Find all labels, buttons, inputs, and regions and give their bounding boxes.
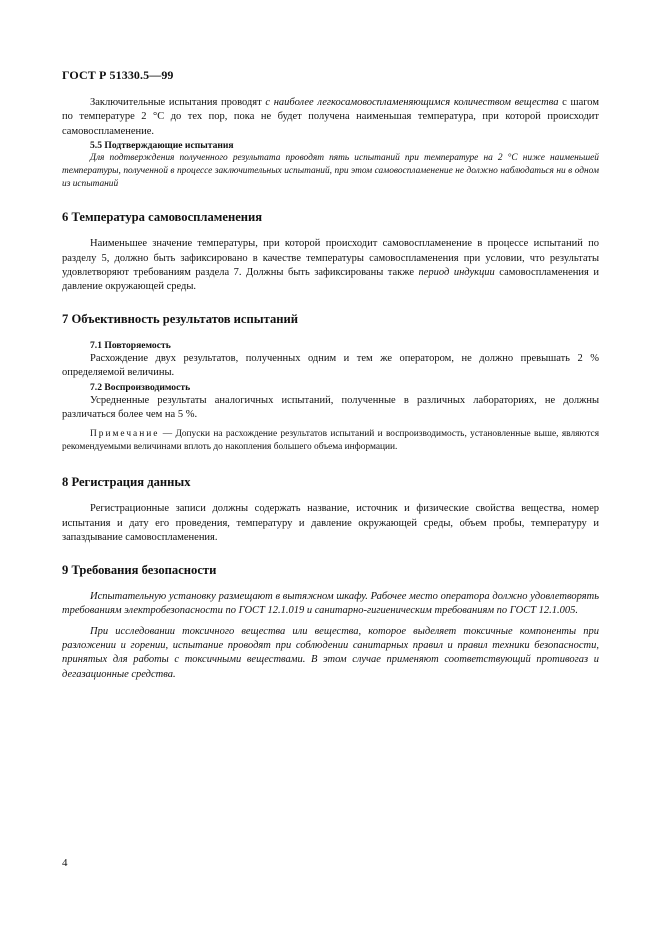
section-7-2-text: Усредненные результаты аналогичных испытаний, полученные в различных лабораториях, не должны различаться более чем на 5 %.	[62, 394, 599, 421]
section-7-title: 7 Объективность результатов испытаний	[62, 311, 299, 326]
section-6-text-a: Наименьшее значение температуры, при которой происходит самовоспламенение в процессе испытаний по разделу 5, должно быть зафиксировано в качестве температуры самовоспламенения при условии, что результаты удовлетворяют требованиям раздела 7. Должны быть зафиксированы также	[62, 238, 599, 279]
section-8-title: 8 Регистрация данных	[62, 475, 191, 490]
section-6-text	[62, 237, 599, 295]
section-9-paragraph-1: Испытательную установку размещают в вытяжном шкафу. Рабочее место оператора должно удовлетворять требованиям электробезопасности по ГОСТ 12.1.019 и санитарно-гигиеническим требованиям по ГОСТ 12.1.005.	[62, 590, 599, 617]
section-6-text-b: период индукции	[418, 267, 495, 279]
document-body	[62, 96, 599, 682]
section-6-text-c: самовоспламенения и давление окружающей среды.	[62, 267, 599, 293]
page-number: 4	[62, 857, 68, 869]
section-8-text: Регистрационные записи должны содержать название, источник и физические свойства вещества, номер испытания и дату его проведения, температуру и давление окружающей среды, объем пробы, температуру и запаздывание самовоспламенения.	[62, 503, 599, 544]
section-6-title: 6 Температура самовоспламенения	[62, 210, 263, 225]
document-code-header: ГОСТ Р 51330.5—99	[62, 68, 174, 82]
section-5-5-title: 5.5 Подтверждающие испытания	[90, 140, 234, 152]
section-7-1-text: Расхождение двух результатов, полученных одним и тем же оператором, не должно превышать 2 % определяемой величины.	[62, 352, 599, 379]
final-tests-text-a: Заключительные испытания проводят	[90, 97, 266, 108]
section-5-5-text: Для подтверждения полученного результата проводят пять испытаний при температуре на 2 °С ниже наименьшей температуры, полученной в процессе заключительных испытаний, при этом самовоспламенение не должно наблюдаться ни в одном из испытаний	[62, 153, 599, 190]
note-text: — Допуски на расхождение результатов испытаний и воспроизводимость, установленные выше, являются рекомендуемыми величинами вплоть до накопления большего объема информации.	[62, 429, 599, 453]
final-tests-text-c: с шагом по температуре 2 °С до тех пор, пока не будет получена наименьшая температура, при которой происходит самовоспламенение.	[62, 97, 599, 137]
section-9-title: 9 Требования безопасности	[62, 562, 217, 577]
final-tests-paragraph	[62, 96, 599, 139]
section-9-paragraph-2: При исследовании токсичного вещества или вещества, которое выделяет токсичные компоненты при разложении и горении, испытание проводят при соблюдении санитарных правил и правил техники безопасности, принятых для работы с токсичными веществами. В этом случае применяют соответствующий противогаз и дегазационные средства.	[62, 625, 599, 680]
note-label: Примечание	[90, 429, 160, 440]
final-tests-text-b: с наиболее легкосамовоспламеняющимся количеством вещества	[265, 97, 559, 108]
section-7-1-title: 7.1 Повторяемость	[90, 339, 171, 351]
section-7-2-title: 7.2 Воспроизводимость	[90, 381, 191, 393]
section-7-note	[62, 428, 599, 454]
